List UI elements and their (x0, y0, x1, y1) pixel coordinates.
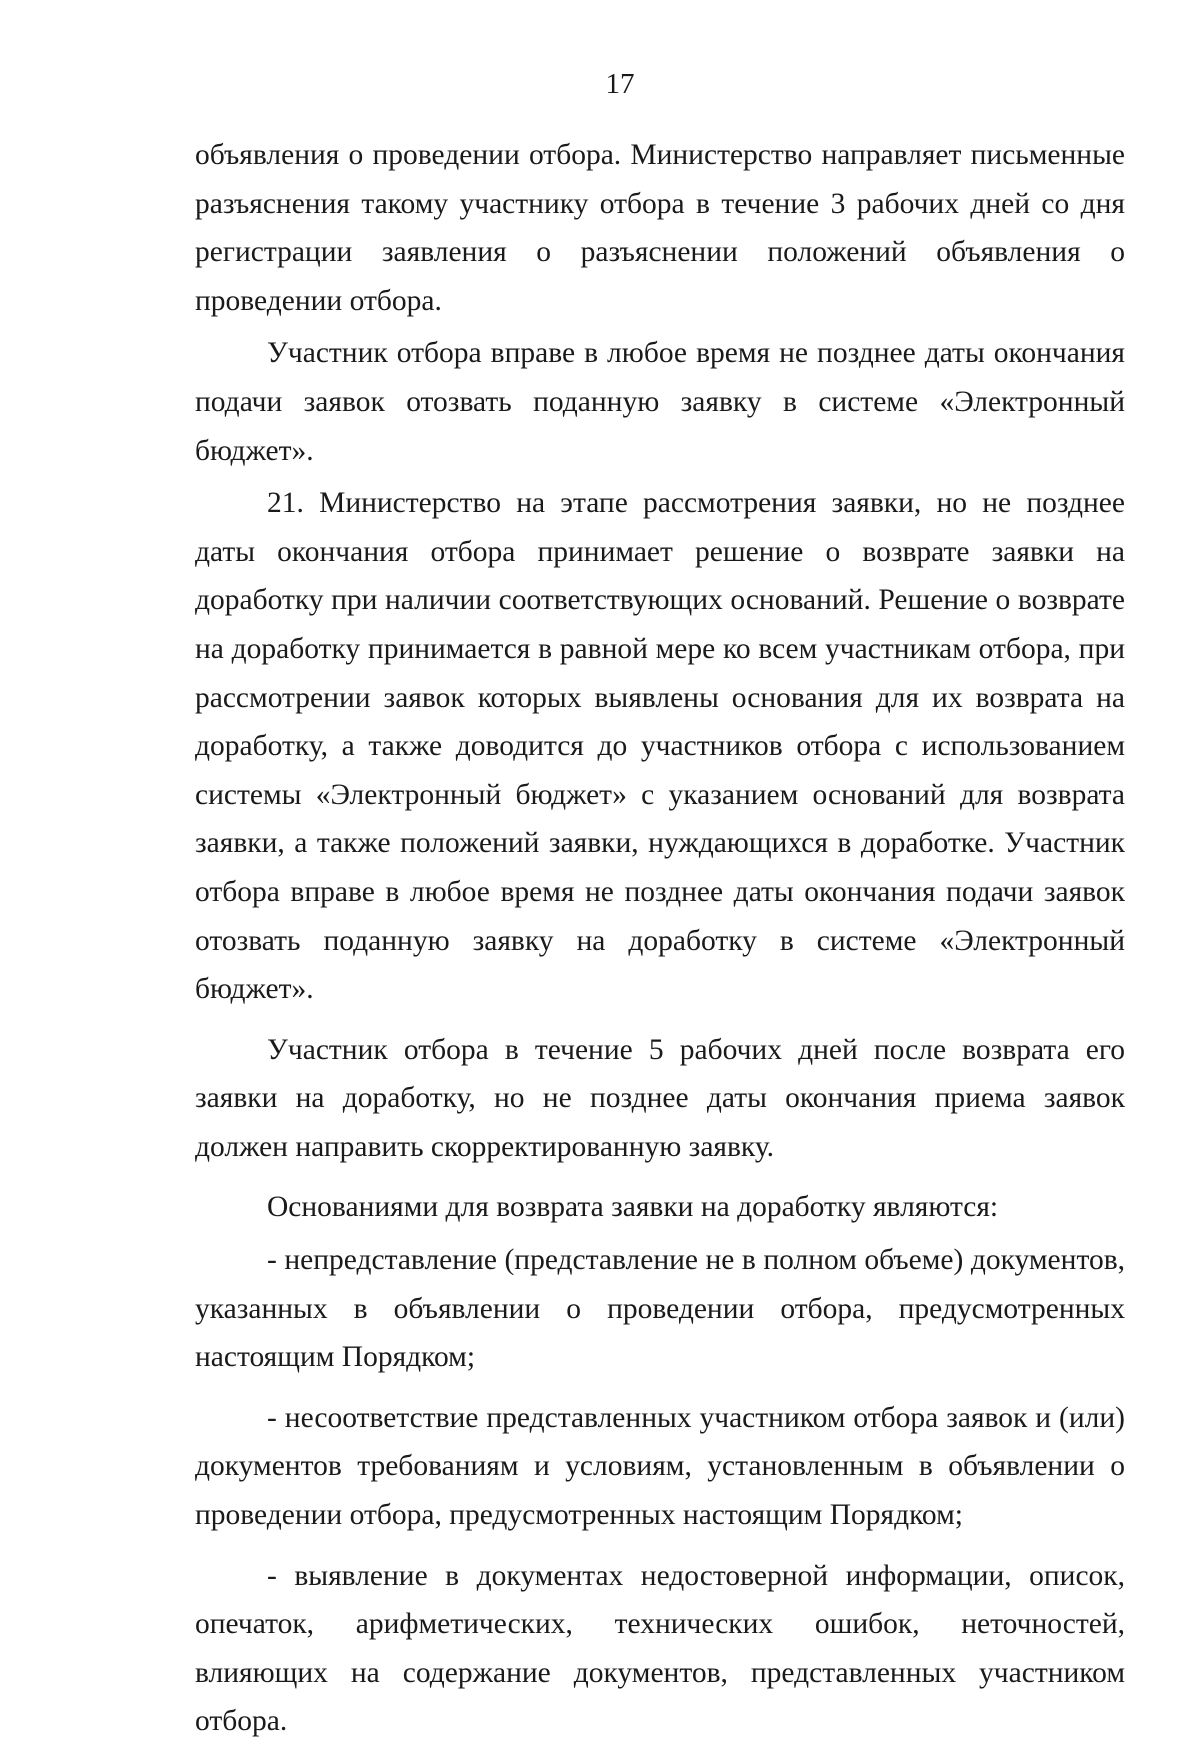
paragraph-withdraw-application: Участник отбора вправе в любое время не позднее даты окончания подачи заявок отозвать поданную заявку в системе «Электронный бюджет». (195, 337, 1125, 467)
page-number: 17 (605, 68, 635, 100)
paragraph-ground-2: - несоответствие представленных участником отбора заявок и (или) документов требованиям и условиям, установленным в объявлении о проведении отбора, предусмотренных настоящим Порядком; (195, 1401, 1125, 1532)
paragraph-item-21: 21. Министерство на этапе рассмотрения заявки, но не позднее даты окончания отбора принимает решение о возврате заявки на доработку при наличии соответствующих оснований. Решение о возврате на доработку принимается в равной мере ко всем участникам отбора, при рассмотрении заявок которых выявлены основания для их возврата на доработку, а также доводится до участников отбора с использованием системы «Электронный бюджет» с указанием оснований для возврата заявки, а также положений заявки, нуждающихся в доработке. Участник отбора вправе в любое время не позднее даты окончания подачи заявок отозвать поданную заявку на доработку в системе «Электронный бюджет». (195, 487, 1125, 1006)
paragraph-ground-1: - непредставление (представление не в полном объеме) документов, указанных в объявлении о проведении отбора, предусмотренных настоящим Порядком; (195, 1244, 1125, 1374)
paragraph-continuation: объявления о проведении отбора. Министерство направляет письменные разъяснения такому участнику отбора в течение 3 рабочих дней со дня регистрации заявления о разъяснении положений объявления о проведении отбора. (195, 139, 1125, 317)
paragraph-resubmission: Участник отбора в течение 5 рабочих дней после возврата его заявки на доработку, но не позднее даты окончания приема заявок должен направить скорректированную заявку. (195, 1033, 1125, 1163)
document-body (195, 131, 1125, 1746)
paragraph-grounds-heading: Основаниями для возврата заявки на доработку являются: (267, 1191, 999, 1224)
paragraph-ground-3: - выявление в документах недостоверной информации, описок, опечаток, арифметических, технических ошибок, неточностей, влияющих на содержание документов, представленных участником отбора. (195, 1559, 1125, 1738)
